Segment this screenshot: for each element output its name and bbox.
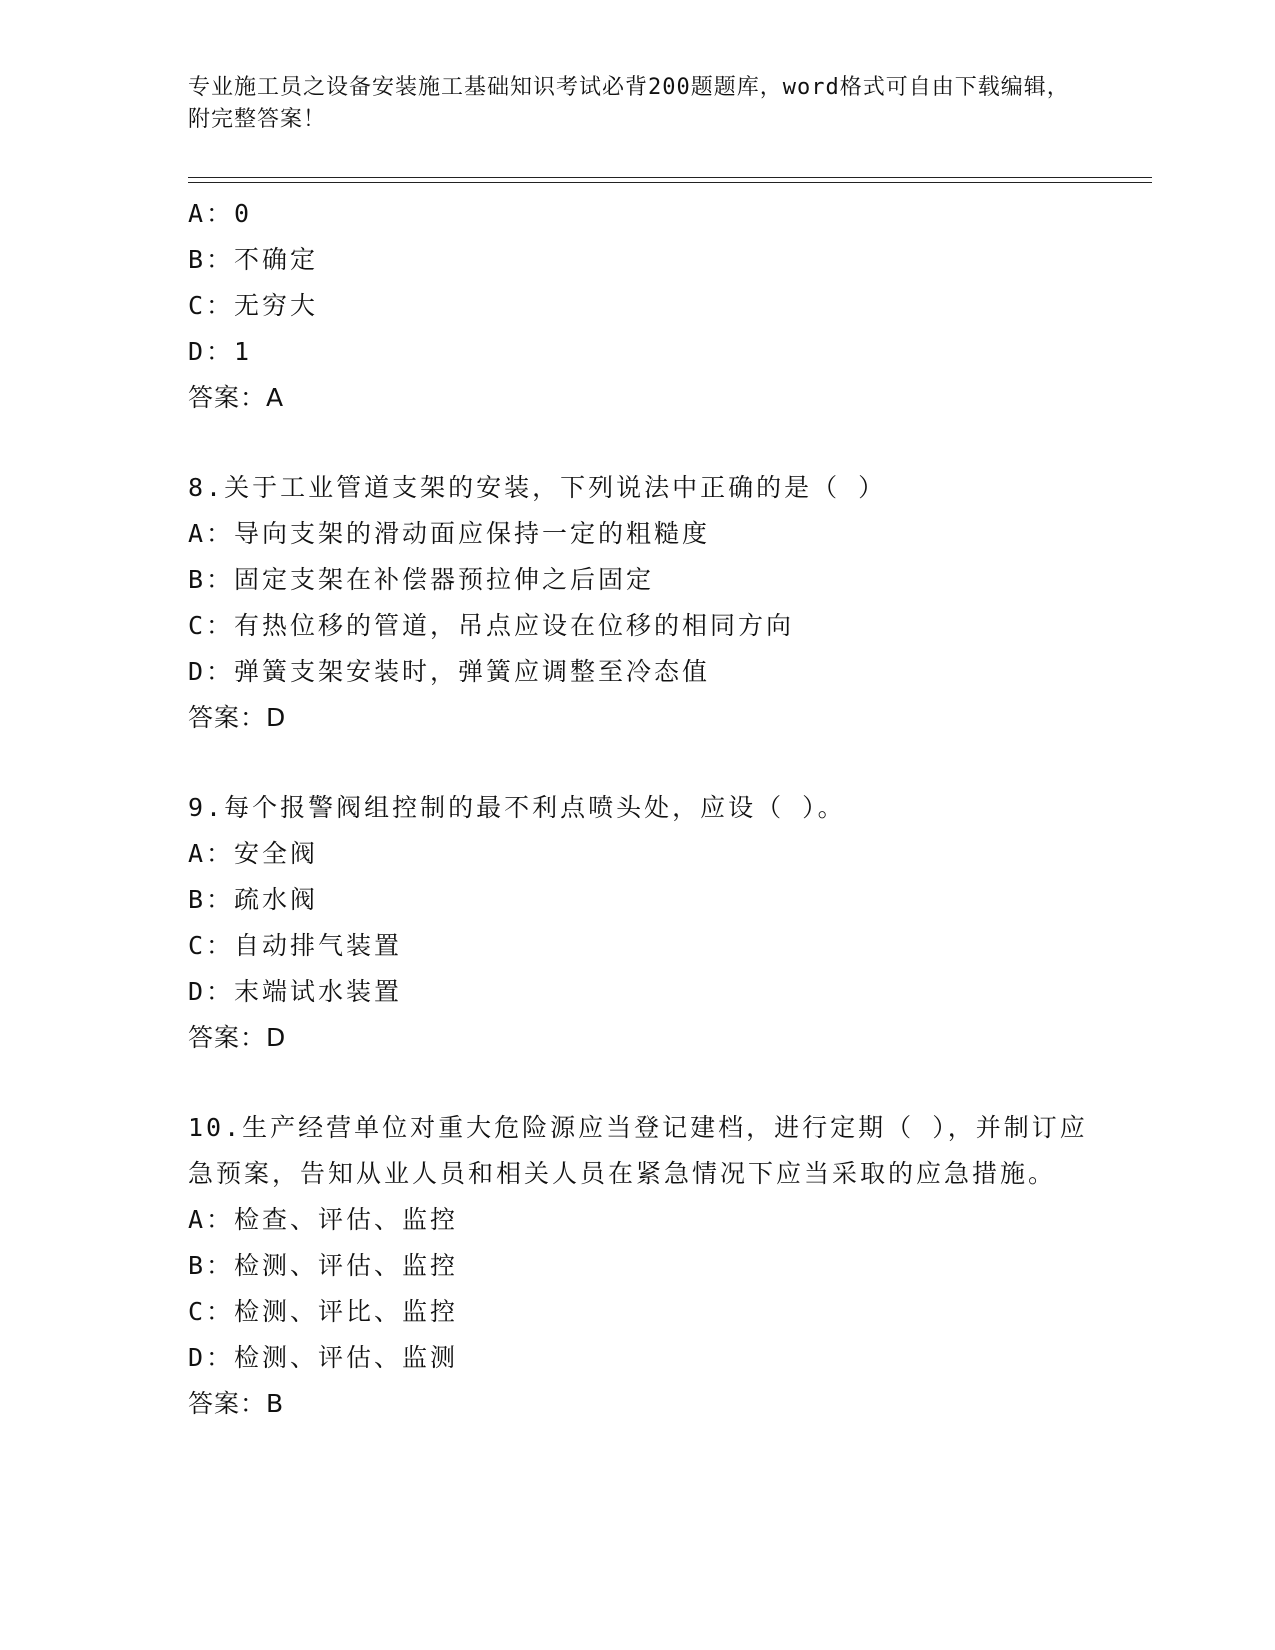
question-block-10 [188, 1105, 1088, 1427]
question-block-9 [188, 785, 1088, 1061]
answer-line: 答案：D [188, 1023, 287, 1052]
option-c: C：无穷大 [188, 291, 319, 320]
question-content [188, 191, 1088, 1427]
header-title: 专业施工员之设备安装施工基础知识考试必背200题题库，word格式可自由下载编辑，附完整答案！ [188, 75, 1070, 132]
option-d: D：弹簧支架安装时，弹簧应调整至冷态值 [188, 657, 711, 686]
option-d: D：1 [188, 337, 253, 366]
question-block-8 [188, 465, 1088, 741]
option-d: D：检测、评估、监测 [188, 1343, 459, 1372]
option-a: A：0 [188, 199, 253, 228]
spacer [188, 421, 1088, 465]
document-header [188, 72, 1088, 136]
spacer [188, 1061, 1088, 1105]
question-text: 8.关于工业管道支架的安装，下列说法中正确的是（ ） [188, 473, 887, 502]
option-b: B：检测、评估、监控 [188, 1251, 459, 1280]
answer-line: 答案：A [188, 383, 285, 412]
option-d: D：末端试水装置 [188, 977, 403, 1006]
answer-line: 答案：D [188, 703, 287, 732]
option-a: A：安全阀 [188, 839, 319, 868]
question-block-7 [188, 191, 1088, 421]
option-a: A：检查、评估、监控 [188, 1205, 459, 1234]
option-b: B：固定支架在补偿器预拉伸之后固定 [188, 565, 655, 594]
option-c: C：有热位移的管道，吊点应设在位移的相同方向 [188, 611, 795, 640]
option-c: C：检测、评比、监控 [188, 1297, 459, 1326]
option-b: B：疏水阀 [188, 885, 319, 914]
answer-line: 答案：B [188, 1389, 285, 1418]
header-rule-bottom [188, 182, 1152, 183]
option-b: B：不确定 [188, 245, 319, 274]
question-text: 10.生产经营单位对重大危险源应当登记建档，进行定期（ ），并制订应急预案，告知从业人员和相关人员在紧急情况下应当采取的应急措施。 [188, 1113, 1088, 1188]
header-rule-top [188, 177, 1152, 178]
spacer [188, 741, 1088, 785]
question-text: 9.每个报警阀组控制的最不利点喷头处，应设（ ）。 [188, 793, 846, 822]
option-a: A：导向支架的滑动面应保持一定的粗糙度 [188, 519, 711, 548]
option-c: C：自动排气装置 [188, 931, 403, 960]
